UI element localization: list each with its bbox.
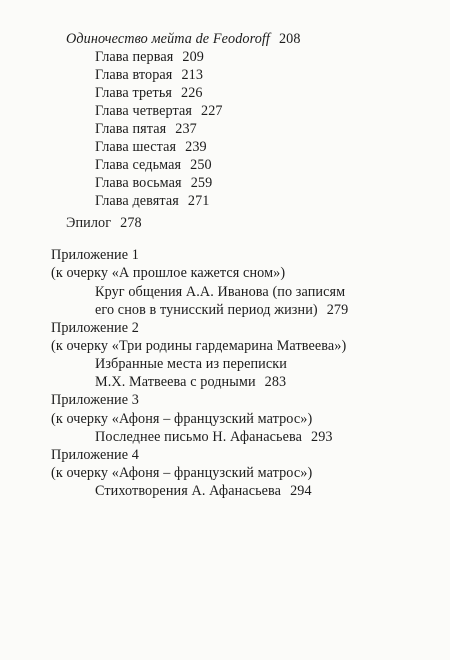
appendix-ref: (к очерку «А прошлое кажется сном») [51, 265, 286, 281]
appendix-title: Приложение 4 [51, 447, 139, 463]
page-number: 209 [182, 49, 204, 65]
appendix-ref: (к очерку «Афоня – французский матрос») [51, 411, 313, 427]
chapter-title: Глава вторая [95, 67, 173, 83]
page-number: 279 [326, 302, 349, 318]
toc-chapter-entry [95, 120, 197, 138]
appendix-entry-line: М.Х. Матвеева с родными [95, 374, 256, 390]
toc-epilogue-entry [66, 214, 142, 232]
chapter-title: Глава первая [95, 49, 174, 65]
chapter-title: Глава четвертая [95, 103, 193, 119]
page-number: 208 [278, 31, 301, 47]
appendix-title: Приложение 2 [51, 320, 139, 336]
chapter-title: Глава шестая [95, 139, 177, 155]
appendix-title: Приложение 3 [51, 392, 139, 408]
page-number: 239 [185, 139, 207, 155]
page-number: 278 [120, 215, 142, 231]
section-title: Одиночество мейта de Feodoroff [66, 31, 270, 47]
page-number: 226 [181, 85, 203, 101]
toc-chapter-entry [95, 156, 212, 174]
toc-chapter-entry [95, 192, 210, 210]
appendix-entry-line: Последнее письмо Н. Афанасьева [95, 429, 302, 445]
toc-chapter-entry [95, 84, 203, 102]
chapter-title: Глава третья [95, 85, 173, 101]
toc-chapter-entry [95, 48, 204, 66]
chapter-title: Глава пятая [95, 121, 167, 137]
appendix-ref: (к очерку «Афоня – французский матрос») [51, 465, 313, 481]
chapter-title: Глава девятая [95, 193, 179, 209]
page-number: 250 [190, 157, 212, 173]
toc-chapter-entry [95, 138, 207, 156]
page-number: 259 [190, 175, 213, 191]
appendix-title: Приложение 1 [51, 247, 139, 263]
page-number: 294 [290, 483, 312, 499]
toc-chapter-entry [95, 174, 212, 192]
page-number: 227 [201, 103, 223, 119]
toc-chapter-entry [95, 102, 223, 120]
toc-section-entry [66, 30, 301, 48]
page-number: 213 [181, 67, 204, 83]
page-number: 293 [311, 429, 333, 445]
appendix-entry [95, 373, 286, 391]
appendix-entry-line: Круг общения А.А. Иванова (по записям [95, 284, 346, 300]
epilogue-title: Эпилог [66, 215, 112, 231]
page-number: 271 [187, 193, 210, 209]
toc-chapter-entry [95, 66, 203, 84]
appendix-entry-line: его снов в тунисский период жизни) [95, 302, 318, 318]
appendix-entry [95, 482, 312, 500]
appendix-entry [95, 428, 333, 446]
appendix-entry [95, 301, 348, 319]
chapter-title: Глава восьмая [95, 175, 182, 191]
appendix-entry-line: Стихотворения А. Афанасьева [95, 483, 282, 499]
appendix-entry-line: Избранные места из переписки [95, 356, 287, 372]
chapter-title: Глава седьмая [95, 157, 182, 173]
appendix-ref: (к очерку «Три родины гардемарина Матвеева») [51, 338, 347, 354]
page-number: 283 [264, 374, 287, 390]
page-number: 237 [175, 121, 197, 137]
